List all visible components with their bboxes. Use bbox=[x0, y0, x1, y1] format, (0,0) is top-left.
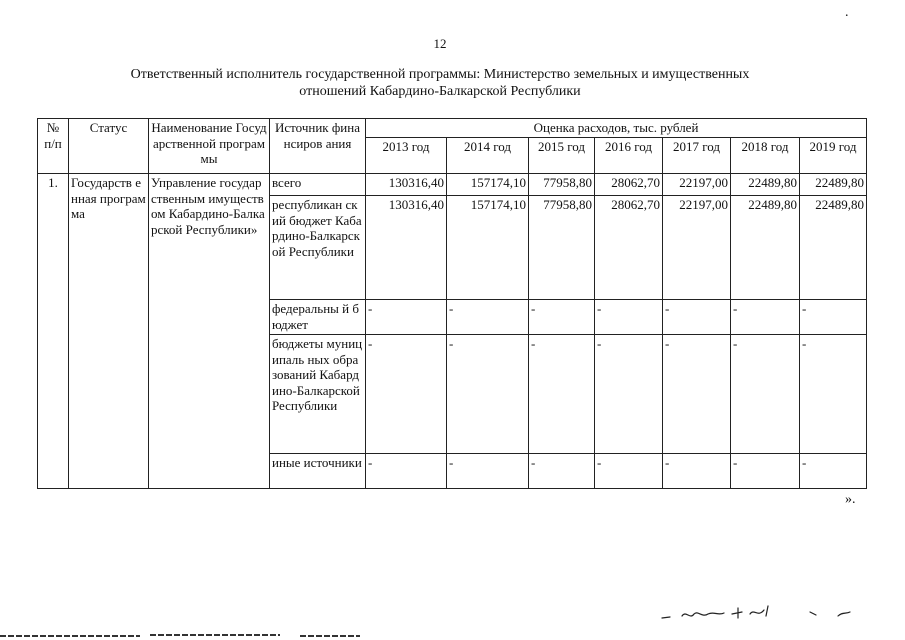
table-cell-value: 22197,00 bbox=[663, 196, 731, 300]
table-header bbox=[38, 119, 867, 174]
table-cell-value: - bbox=[529, 454, 595, 489]
table-cell-value: - bbox=[800, 300, 867, 335]
header-status: Статус bbox=[69, 119, 149, 174]
expenditure-table bbox=[37, 118, 867, 489]
program-number: 1. bbox=[38, 174, 69, 489]
header-cost-estimate: Оценка расходов, тыс. рублей bbox=[366, 119, 867, 138]
table-cell-value: 22489,80 bbox=[800, 196, 867, 300]
table-cell-value: - bbox=[731, 335, 800, 454]
table-cell-value: - bbox=[800, 335, 867, 454]
header-year: 2017 год bbox=[663, 138, 731, 174]
table-cell-value: 22197,00 bbox=[663, 174, 731, 196]
program-name: Управление государственным имуществом Кабардино-Балкарской Республики» bbox=[149, 174, 270, 489]
table-cell-value: 28062,70 bbox=[595, 174, 663, 196]
header-number: № п/п bbox=[38, 119, 69, 174]
header-funding-source: Источник финансиров ания bbox=[270, 119, 366, 174]
closing-quote-mark: ». bbox=[845, 492, 856, 507]
table-cell-value: - bbox=[800, 454, 867, 489]
header-year: 2015 год bbox=[529, 138, 595, 174]
table-cell-value: - bbox=[731, 454, 800, 489]
heading-line-1: Ответственный исполнитель государственной программы: Министерство земельных и имущественных bbox=[130, 67, 750, 82]
table-cell-value: - bbox=[595, 335, 663, 454]
table-cell-value: - bbox=[366, 454, 447, 489]
funding-source: республикан ский бюджет Кабардино-Балкарской Республики bbox=[270, 196, 366, 300]
table-cell-value: - bbox=[529, 300, 595, 335]
table-cell-value: - bbox=[366, 335, 447, 454]
handwritten-scribble bbox=[660, 602, 890, 628]
table-cell-value: - bbox=[595, 454, 663, 489]
header-year: 2016 год bbox=[595, 138, 663, 174]
table-cell-value: 130316,40 bbox=[366, 196, 447, 300]
table-cell-value: 157174,10 bbox=[447, 196, 529, 300]
table-row bbox=[38, 174, 867, 196]
document-heading bbox=[40, 66, 840, 100]
page-number: 12 bbox=[433, 36, 447, 51]
header-year: 2014 год bbox=[447, 138, 529, 174]
header-program-name: Наименование Государственной программы bbox=[149, 119, 270, 174]
table-cell-value: 22489,80 bbox=[800, 174, 867, 196]
table-cell-value: - bbox=[447, 335, 529, 454]
funding-source: всего bbox=[270, 174, 366, 196]
table-cell-value: 22489,80 bbox=[731, 196, 800, 300]
table-cell-value: - bbox=[731, 300, 800, 335]
funding-source: бюджеты муниципаль ных образований Кабардино-Балкарской Республики bbox=[270, 335, 366, 454]
funding-source: иные источники bbox=[270, 454, 366, 489]
table-cell-value: 77958,80 bbox=[529, 174, 595, 196]
table-cell-value: - bbox=[595, 300, 663, 335]
table-cell-value: - bbox=[663, 335, 731, 454]
table-cell-value: 77958,80 bbox=[529, 196, 595, 300]
scan-edge-artifact bbox=[0, 630, 560, 640]
header-year: 2019 год bbox=[800, 138, 867, 174]
corner-dot: . bbox=[845, 5, 849, 20]
table-cell-value: - bbox=[663, 454, 731, 489]
table-cell-value: - bbox=[663, 300, 731, 335]
program-status: Государств енная программа bbox=[69, 174, 149, 489]
header-year: 2013 год bbox=[366, 138, 447, 174]
funding-source: федеральны й бюджет bbox=[270, 300, 366, 335]
table-cell-value: 130316,40 bbox=[366, 174, 447, 196]
table-cell-value: - bbox=[447, 454, 529, 489]
table-cell-value: - bbox=[529, 335, 595, 454]
header-year: 2018 год bbox=[731, 138, 800, 174]
table-cell-value: 157174,10 bbox=[447, 174, 529, 196]
table-cell-value: - bbox=[447, 300, 529, 335]
table-cell-value: 28062,70 bbox=[595, 196, 663, 300]
table-cell-value: 22489,80 bbox=[731, 174, 800, 196]
heading-line-2: отношений Кабардино-Балкарской Республики bbox=[299, 84, 581, 99]
table-cell-value: - bbox=[366, 300, 447, 335]
